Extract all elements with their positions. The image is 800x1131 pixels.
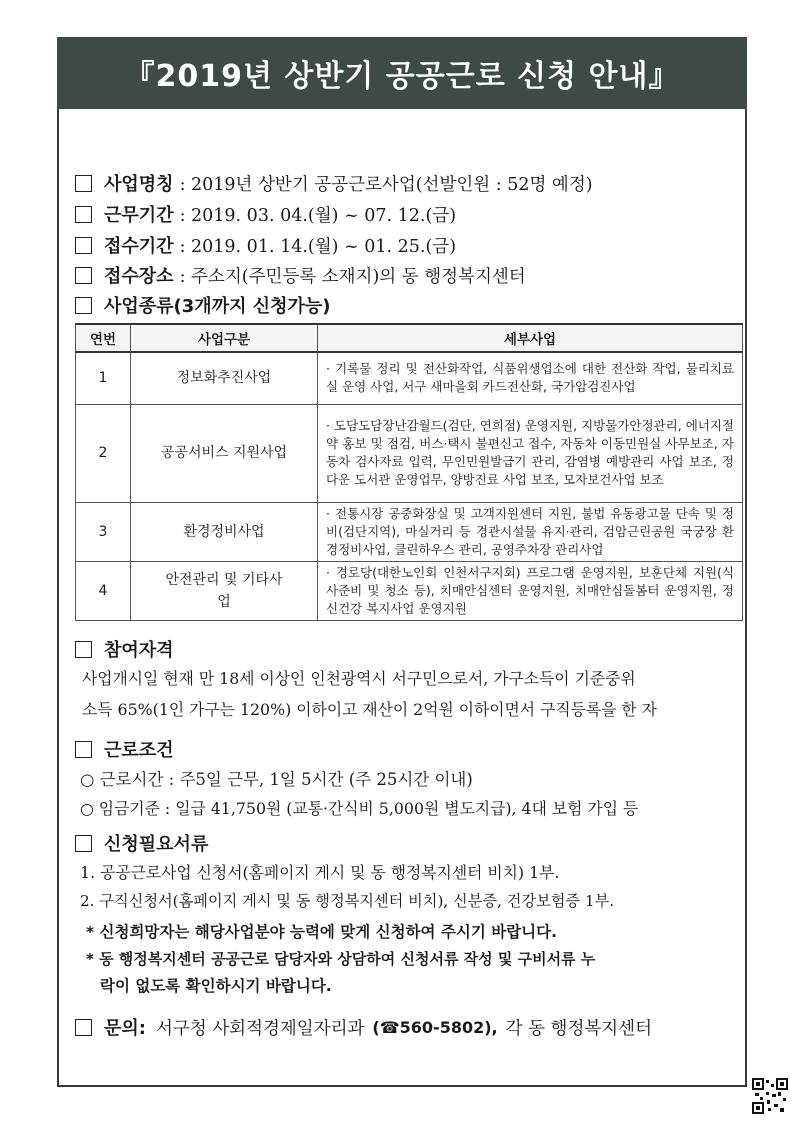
summary-value: : 2019년 상반기 공공근로사업(선발인원 : 52명 예정) <box>179 174 593 195</box>
row-detail: · 도담도담장난감월드(검단, 연희점) 운영지원, 지방물가안정관리, 에너지절약 홍보 및 점검, 버스·택시 불편신고 접수, 자동차 이동민원실 사무보조, 자동차 검사자료 입력, 무인민원발급기 관리, 감염병 예방관리 사업 보조, 정다운 도서관 운영업무, 양방진료 사업 보조, 모자보건사업 보조 <box>318 404 743 502</box>
row-number: 1 <box>76 352 131 404</box>
checkbox-icon <box>75 175 92 192</box>
contact-dept: 서구청 사회적경제일자리과 <box>155 1018 365 1039</box>
contact-line <box>75 1014 652 1040</box>
row-category: 정보화추진사업 <box>131 352 318 404</box>
checkbox-icon <box>75 641 92 658</box>
document-item: 2. 구직신청서(홈페이지 게시 및 동 행정복지센터 비치), 신분증, 건강보험증 1부. <box>80 892 615 910</box>
checkbox-icon <box>75 835 92 852</box>
column-header: 세부사업 <box>318 324 743 352</box>
column-header: 사업구분 <box>131 324 318 352</box>
section-heading: 근로조건 <box>104 740 174 761</box>
contact-label: 문의: <box>104 1018 146 1039</box>
contact-rest: 각 동 행정복지센터 <box>505 1018 652 1039</box>
summary-label: 접수기간 <box>104 236 174 257</box>
condition-item: ○ 임금기준 : 일급 41,750원 (교통·간식비 5,000원 별도지급), 4대 보험 가입 등 <box>80 799 639 818</box>
summary-application-period <box>75 232 456 258</box>
contact-phone: (☎560-5802), <box>372 1017 498 1037</box>
table-row <box>76 502 743 561</box>
checkbox-icon <box>75 1019 92 1036</box>
summary-label: 접수장소 <box>104 266 174 287</box>
table-row <box>76 352 743 404</box>
summary-label: 근무기간 <box>104 205 174 226</box>
document-item: 1. 공공근로사업 신청서(홈페이지 게시 및 동 행정복지센터 비치) 1부. <box>80 863 560 882</box>
document-note: * 신청희망자는 해당사업분야 능력에 맞게 신청하여 주시기 바랍니다. <box>86 923 558 941</box>
table-row <box>76 404 743 502</box>
checkbox-icon <box>75 237 92 254</box>
row-category: 안전관리 및 기타사업 <box>131 561 318 620</box>
row-number: 3 <box>76 502 131 561</box>
business-types-heading <box>75 292 331 318</box>
row-category: 공공서비스 지원사업 <box>131 404 318 502</box>
table-header-row <box>76 324 743 352</box>
qr-code-icon <box>752 1078 788 1114</box>
row-number: 4 <box>76 561 131 620</box>
summary-work-period <box>75 201 456 227</box>
checkbox-icon <box>75 206 92 223</box>
page-title: 『2019년 상반기 공공근로 신청 안내』 <box>57 37 747 109</box>
business-table <box>75 323 743 621</box>
table-row <box>76 561 743 620</box>
checkbox-icon <box>75 297 92 314</box>
checkbox-icon <box>75 267 92 284</box>
summary-application-place <box>75 262 526 288</box>
row-category: 환경정비사업 <box>131 502 318 561</box>
row-detail: · 전통시장 공중화장실 및 고객지원센터 지원, 불법 유동광고물 단속 및 정비(검단지역), 마실거리 등 경관시설물 유지·관리, 검암근린공원 국궁장 환경정비사업, 클린하우스 관리, 공영주차장 관리사업 <box>318 502 743 561</box>
eligibility-heading <box>75 636 174 662</box>
condition-item: ○ 근로시간 : 주5일 근무, 1일 5시간 (주 25시간 이내) <box>80 770 473 789</box>
checkbox-icon <box>75 741 92 758</box>
summary-value: : 2019. 03. 04.(월) ~ 07. 12.(금) <box>179 205 457 226</box>
section-heading: 참여자격 <box>104 640 174 661</box>
summary-value: : 주소지(주민등록 소재지)의 동 행정복지센터 <box>179 266 526 287</box>
document-note: * 동 행정복지센터 공공근로 담당자와 상담하여 신청서류 작성 및 구비서류 누 <box>86 950 596 968</box>
summary-label: 사업명칭 <box>104 174 174 195</box>
summary-value: : 2019. 01. 14.(월) ~ 01. 25.(금) <box>179 236 457 257</box>
document-note: 락이 없도록 확인하시기 바랍니다. <box>100 977 332 995</box>
documents-heading <box>75 830 208 856</box>
eligibility-line: 소득 65%(1인 가구는 120%) 이하이고 재산이 2억원 이하이면서 구직등록을 한 자 <box>82 700 657 719</box>
column-header: 연번 <box>76 324 131 352</box>
conditions-heading <box>75 736 174 762</box>
row-number: 2 <box>76 404 131 502</box>
section-heading: 사업종류(3개까지 신청가능) <box>104 296 331 317</box>
row-detail: · 경로당(대한노인회 인천서구지회) 프로그램 운영지원, 보훈단체 지원(식사준비 및 청소 등), 치매안심센터 운영지원, 치매안심돌봄터 운영지원, 정신건강 복지사업 운영지원 <box>318 561 743 620</box>
eligibility-line: 사업개시일 현재 만 18세 이상인 인천광역시 서구민으로서, 가구소득이 기준중위 <box>82 669 636 688</box>
section-heading: 신청필요서류 <box>104 834 209 855</box>
summary-business-name <box>75 170 593 196</box>
row-detail: · 기록물 정리 및 전산화작업, 식품위생업소에 대한 전산화 작업, 물리치료실 운영 사업, 서구 새마을회 카드전산화, 국가암검진사업 <box>318 352 743 404</box>
